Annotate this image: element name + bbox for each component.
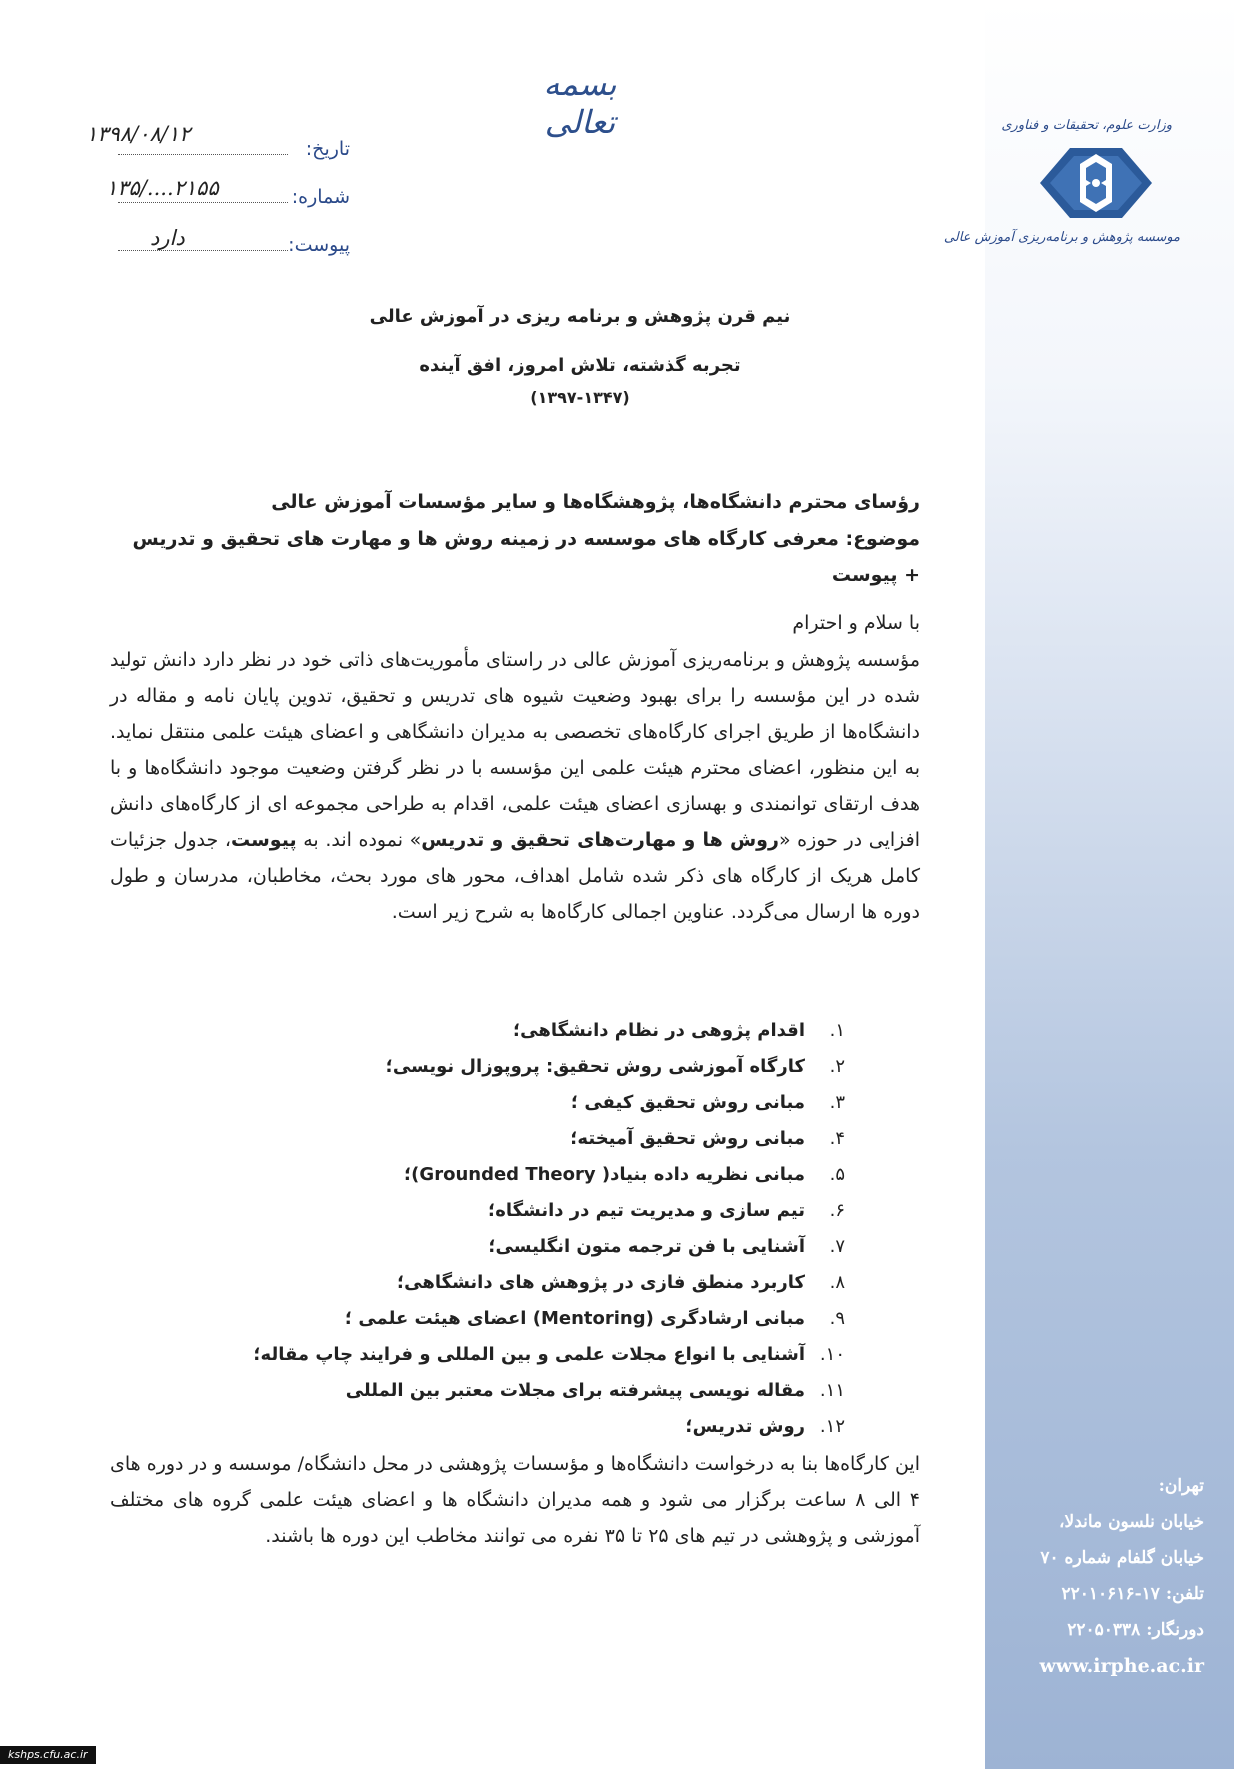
contact-fax: دورنگار: ۲۲۰۵۰۳۳۸ (1067, 1620, 1204, 1640)
body-text-1: مؤسسه پژوهش و برنامه‌ریزی آموزش عالی در راستای مأموریت‌های ذاتی خود در نظر دارد دانش تولید شده در این مؤسسه را برای بهبود وضعیت شیوه های تدریس و تحقیق، تدوین پایان نامه و مقاله در دانشگاه‌ها از طریق اجرای کارگاه‌های تخصصی به مدیران دانشگاهی و اعضای هیئت علمی منتقل نماید. به این منظور، اعضای محترم هیئت علمی این مؤسسه با در نظر گرفتن وضعیت موجود دانشگاه‌ها و با هدف ارتقای توانمندی و بهسازی اعضای هیئت علمی، اقدام به طراحی مجموعه ای از کارگاه‌های دانش افزایی در حوزه « (110, 649, 920, 851)
list-item: ۲.کارگاه آموزشی روش تحقیق: پروپوزال نویسی؛ (385, 1056, 845, 1077)
greeting: با سلام و احترام (792, 612, 920, 634)
anniversary-title: نیم قرن پژوهش و برنامه ریزی در آموزش عالی (369, 306, 791, 327)
number-label: شماره: (291, 186, 350, 208)
list-item: ۹.مبانی ارشادگری (Mentoring) اعضای هیئت علمی ؛ (344, 1308, 845, 1329)
workshop-list (200, 1013, 845, 1445)
list-item: ۵.مبانی نظریه داده بنیاد( Grounded Theory)؛ (403, 1164, 845, 1185)
anniversary-slogan: تجربه گذشته، تلاش امروز، افق آینده (419, 355, 741, 376)
institute-logo (943, 118, 1180, 258)
contact-block (964, 1468, 1204, 1684)
body-bold-attachment: پیوست (231, 829, 297, 851)
anniversary-years: (۱۳۹۷-۱۳۴۷) (530, 388, 630, 407)
closing-paragraph: این کارگاه‌ها بنا به درخواست دانشگاه‌ها و مؤسسات پژوهشی در محل دانشگاه/ موسسه و در دوره های ۴ الی ۸ ساعت برگزار می شود و همه مدیران دانشگاه ها و اعضای هیئت علمی گروه های مختلف آموزشی و پژوهشی در تیم های ۲۵ تا ۳۵ نفره می توانند مخاطب این دوره ها باشند. (110, 1453, 920, 1547)
list-item: ۳.مبانی روش تحقیق کیفی ؛ (570, 1092, 845, 1113)
body-bold-fields: روش ها و مهارت‌های تحقیق و تدریس (421, 829, 779, 851)
number-value: ۱۳۵/....۲۱۵۵ (106, 176, 219, 200)
contact-street2: خیابان گلفام شماره ۷۰ (1040, 1548, 1204, 1568)
contact-phone: تلفن: ۱۷-۲۲۰۱۰۶۱۶ (1061, 1584, 1204, 1604)
body-text-3: ، جدول جزئیات کامل هریک از کارگاه های ذکر شده شامل اهداف، محور های مورد بحث، مخاطبان، مدرسان و طول دوره ها ارسال می‌گردد. عناوین اجمالی کارگاه‌ها به شرح زیر است. (110, 829, 920, 923)
number-row (80, 176, 350, 224)
letterhead-sidebar (985, 0, 1234, 1769)
attachment-value: دارد (150, 226, 185, 250)
list-item: ۱.اقدام پژوهی در نظام دانشگاهی؛ (512, 1020, 845, 1041)
number-dotline (118, 202, 288, 203)
addressee: رؤسای محترم دانشگاه‌ها، پژوهشگاه‌ها و سایر مؤسسات آموزش عالی (271, 491, 920, 513)
attachment-label: پیوست: (288, 234, 350, 256)
besmellah-heading: بسمه تعالی (543, 65, 617, 141)
list-item: ۶.تیم سازی و مدیریت تیم در دانشگاه؛ (488, 1200, 845, 1221)
date-row (80, 122, 350, 176)
date-dotline (118, 154, 288, 155)
letter-meta (80, 122, 350, 272)
body-text-2: » نموده اند. به (296, 829, 422, 851)
list-item: ۱۰.آشنایی با انواع مجلات علمی و بین المللی و فرایند چاپ مقاله؛ (253, 1344, 845, 1365)
list-item: ۷.آشنایی با فن ترجمه متون انگلیسی؛ (488, 1236, 845, 1257)
logo-emblem-icon (1040, 140, 1152, 226)
attachment-dotline (118, 250, 288, 251)
attachment-row (80, 224, 350, 272)
contact-website[interactable]: www.irphe.ac.ir (1039, 1655, 1204, 1677)
logo-institute-text: موسسه پژوهش و برنامه‌ریزی آموزش عالی (943, 230, 1180, 245)
body-paragraph (110, 642, 920, 930)
logo-ministry-text: وزارت علوم، تحقیقات و فناوری (1001, 118, 1172, 133)
source-watermark: kshps.cfu.ac.ir (0, 1746, 96, 1764)
list-item: ۱۱.مقاله نویسی پیشرفته برای مجلات معتبر بین المللی (345, 1380, 845, 1401)
list-item: ۱۲.روش تدریس؛ (685, 1416, 845, 1437)
date-label: تاریخ: (305, 138, 350, 160)
list-item: ۸.کاربرد منطق فازی در پژوهش های دانشگاهی؛ (396, 1272, 845, 1293)
contact-street1: خیابان نلسون ماندلا، (1059, 1512, 1204, 1532)
date-value: ۱۳۹۸/۰۸/۱۲ (86, 122, 191, 146)
subject-line: موضوع: معرفی کارگاه های موسسه در زمینه روش ها و مهارت های تحقیق و تدریس + پیوست (132, 528, 920, 586)
contact-city: تهران: (1158, 1476, 1204, 1496)
list-item: ۴.مبانی روش تحقیق آمیخته؛ (570, 1128, 845, 1149)
